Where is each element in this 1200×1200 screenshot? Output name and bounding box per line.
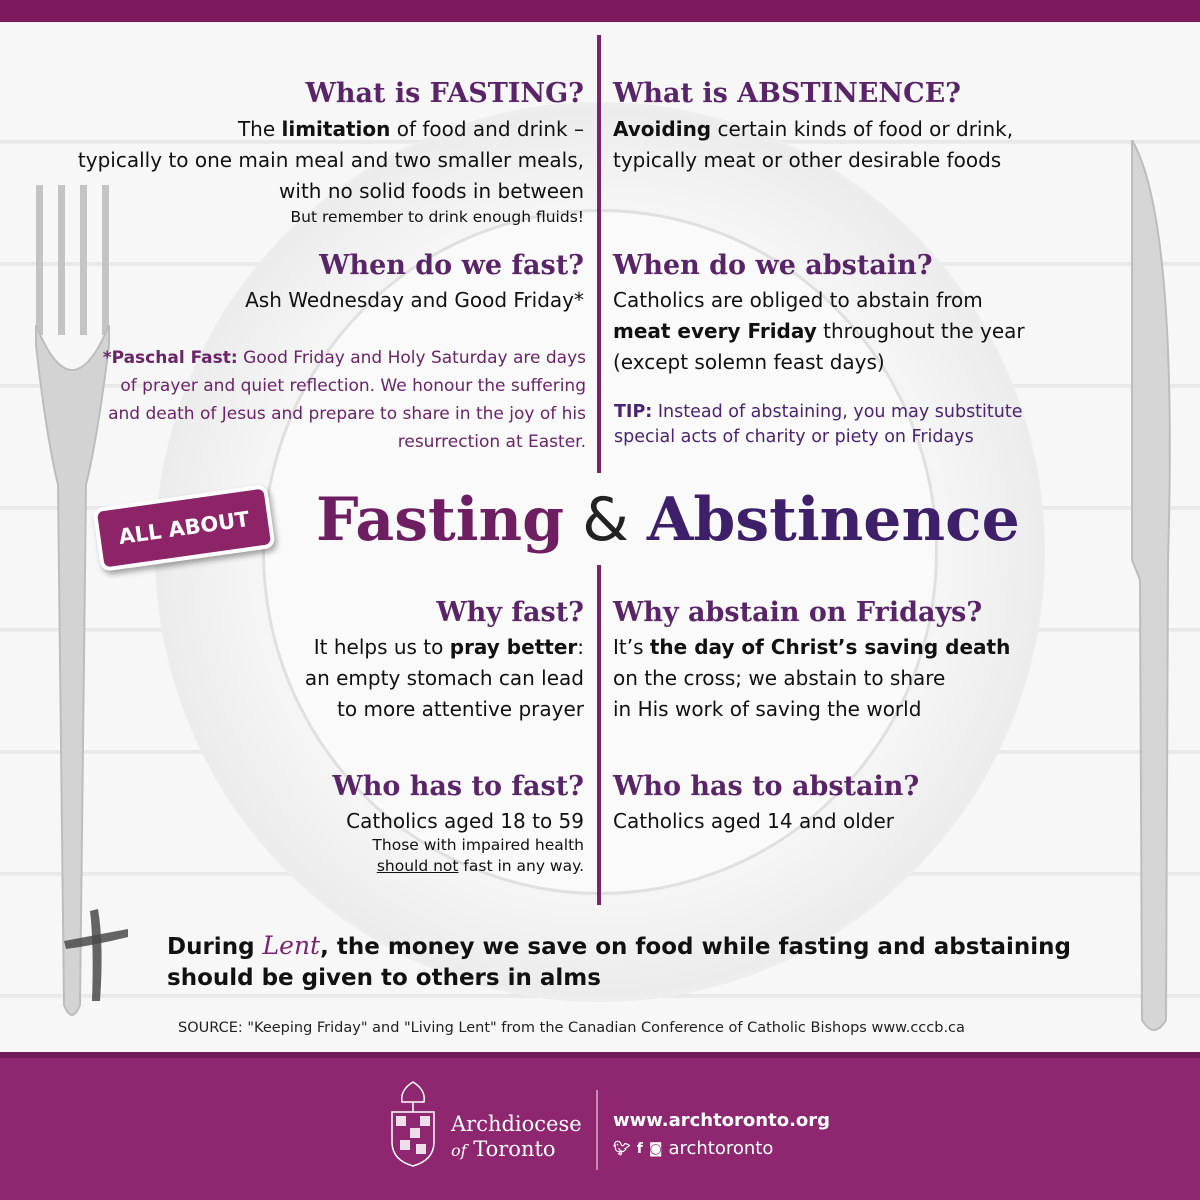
all-about-badge: ALL ABOUT — [92, 484, 275, 572]
column-divider-bottom — [597, 565, 601, 905]
footer-top-line — [0, 1052, 1200, 1058]
what-is-abstinence-heading: What is ABSTINENCE? — [613, 78, 961, 109]
twitter-icon[interactable]: 🐦︎ — [613, 1140, 631, 1157]
page-title: Fasting & Abstinence — [316, 485, 1020, 555]
social-handles — [613, 1138, 773, 1159]
org-name-line1: Archdiocese — [451, 1112, 582, 1136]
org-name-line2: of Toronto — [451, 1137, 556, 1161]
fasting-definition: The limitation of food and drink – typically to one main meal and two smaller meals, with no solid foods in between — [77, 117, 584, 203]
when-fast-heading: When do we fast? — [319, 250, 584, 281]
footer-divider — [596, 1090, 598, 1170]
paschal-fast-note: *Paschal Fast: Good Friday and Holy Saturday are days of prayer and quiet reflection. We honour the suffering and death of Jesus and prepare to share in the joy of his resurrection at Easter. — [102, 348, 586, 452]
why-abstain-answer: It’s the day of Christ’s saving death on the cross; we abstain to share in His work of saving the world — [613, 635, 1011, 721]
when-abstain-answer: Catholics are obliged to abstain from meat every Friday throughout the year (except solemn feast days) — [613, 288, 1025, 374]
lent-alms-note: During Lent, the money we save on food while fasting and abstaining should be given to others in alms — [167, 931, 1071, 991]
why-fast-heading: Why fast? — [436, 597, 584, 628]
who-abstain-answer: Catholics aged 14 and older — [613, 809, 894, 833]
when-abstain-heading: When do we abstain? — [613, 250, 933, 281]
fluids-note: But remember to drink enough fluids! — [290, 208, 584, 226]
knife-icon — [1118, 140, 1188, 1040]
column-divider-top — [597, 35, 601, 473]
who-abstain-heading: Who has to abstain? — [613, 771, 920, 802]
website-link[interactable]: www.archtoronto.org — [613, 1110, 831, 1131]
tip-note: TIP: Instead of abstaining, you may substitute special acts of charity or piety on Fridays — [614, 402, 1023, 447]
health-note: Those with impaired health should not fast in any way. — [372, 836, 584, 875]
facebook-icon[interactable]: f — [636, 1140, 643, 1157]
ash-cross-icon — [60, 905, 130, 1005]
abstinence-definition: Avoiding certain kinds of food or drink, typically meat or other desirable foods — [613, 117, 1014, 172]
archdiocese-crest-logo — [388, 1080, 438, 1168]
when-fast-answer: Ash Wednesday and Good Friday* — [245, 288, 584, 312]
why-fast-answer: It helps us to pray better: an empty stomach can lead to more attentive prayer — [304, 635, 584, 721]
why-abstain-heading: Why abstain on Fridays? — [613, 597, 983, 628]
top-bar — [0, 0, 1200, 22]
social-handle[interactable]: archtoronto — [668, 1138, 774, 1159]
who-fast-heading: Who has to fast? — [332, 771, 584, 802]
fork-icon — [28, 185, 128, 1025]
source-citation: SOURCE: "Keeping Friday" and "Living Lent" from the Canadian Conference of Catholic Bishops www.cccb.ca — [178, 1020, 965, 1036]
what-is-fasting-heading: What is FASTING? — [305, 78, 584, 109]
instagram-icon[interactable]: ◙ — [648, 1140, 663, 1157]
who-fast-answer: Catholics aged 18 to 59 — [346, 809, 584, 833]
footer — [0, 1052, 1200, 1200]
